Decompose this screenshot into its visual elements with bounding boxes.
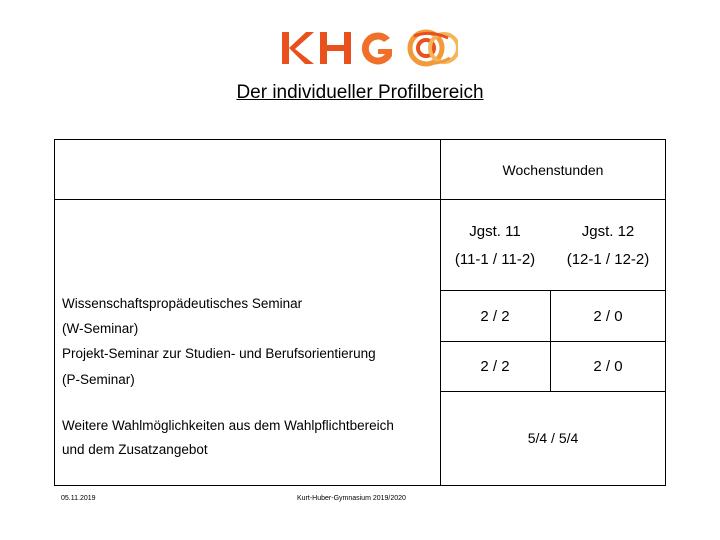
row-divider-2 xyxy=(440,341,666,342)
footer-date: 05.11.2019 xyxy=(61,495,96,502)
row-label-wahlpflicht: Weitere Wahlmöglichkeiten aus dem Wahlpflichtbereich xyxy=(62,418,394,433)
school-logo xyxy=(280,28,458,70)
column-semesters-12: (12-1 / 12-2) xyxy=(566,251,650,268)
row-label-p-seminar: Projekt-Seminar zur Studien- und Berufsorientierung xyxy=(62,346,376,361)
wahlpflicht-combined-value: 5/4 / 5/4 xyxy=(527,430,579,446)
row-divider-3 xyxy=(440,391,666,392)
header-divider xyxy=(54,199,666,200)
row-label-w-seminar: Wissenschaftspropädeutisches Seminar xyxy=(62,296,303,311)
page-title: Der individueller Profilbereich xyxy=(236,82,484,103)
column-year-11: Jgst. 11 xyxy=(469,223,521,240)
row-divider-1 xyxy=(440,290,666,291)
row-sublabel-p-seminar: (P-Seminar) xyxy=(62,372,135,387)
table-border-left xyxy=(54,139,55,486)
row-sublabel-w-seminar: (W-Seminar) xyxy=(62,321,139,336)
row-sublabel-wahlpflicht: und dem Zusatzangebot xyxy=(62,442,208,457)
wochenstunden-header: Wochenstunden xyxy=(502,162,604,178)
p-seminar-jgst11-value: 2 / 2 xyxy=(480,358,510,375)
table-border-top xyxy=(54,139,666,140)
profile-table xyxy=(54,139,666,486)
p-seminar-jgst12-value: 2 / 0 xyxy=(593,358,623,375)
column-year-12: Jgst. 12 xyxy=(581,223,635,240)
table-border-bottom xyxy=(54,485,666,486)
khg-logo-graphic xyxy=(280,28,458,70)
w-seminar-jgst11-value: 2 / 2 xyxy=(480,308,510,325)
footer-school: Kurt-Huber-Gymnasium 2019/2020 xyxy=(297,495,406,502)
w-seminar-jgst12-value: 2 / 0 xyxy=(593,308,623,325)
column-semesters-11: (11-1 / 11-2) xyxy=(454,251,536,268)
year-column-divider xyxy=(550,290,551,391)
